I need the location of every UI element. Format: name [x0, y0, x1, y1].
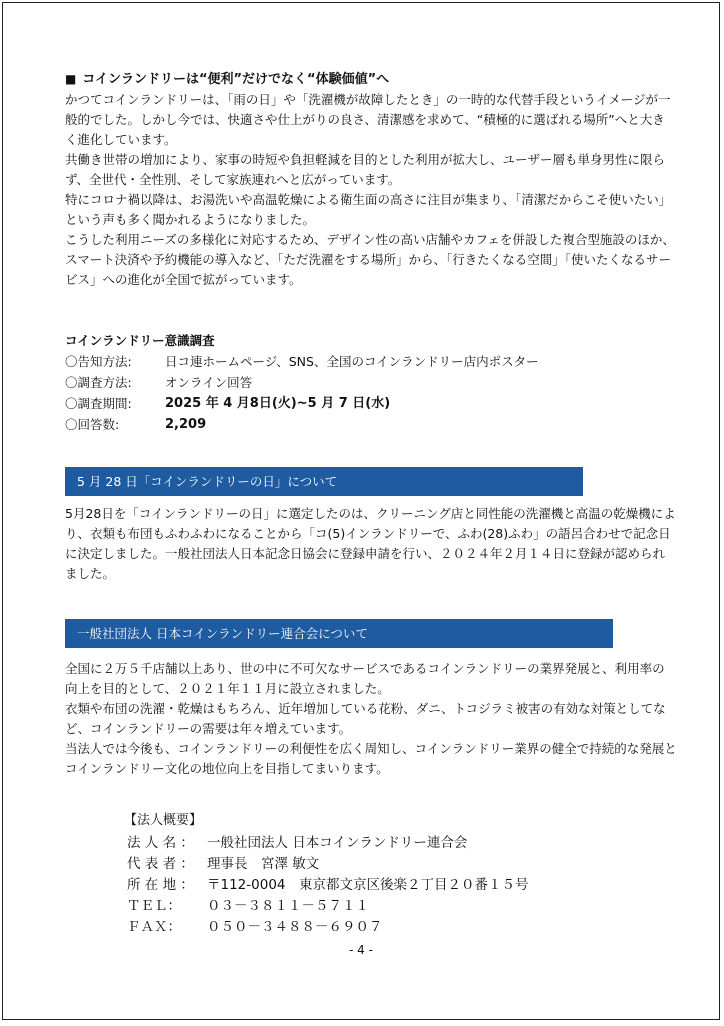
association-paragraph-2: 衣類や布団の洗濯・乾燥はもちろん、近年増加している花粉、ダニ、トコジラミ被害の有効な対策としてなど、コインランドリーの需要は年々増えています。 — [65, 701, 666, 736]
profile-value: 一般社団法人 日本コインランドリー連合会 — [207, 835, 468, 851]
profile-row-representative — [124, 854, 624, 875]
coin-laundry-day-paragraph: 5月28日を「コインランドリーの日」に選定したのは、クリーニング店と同性能の洗濯機と高温の乾燥機により、衣類も布団もふわふわになることから「コ(5)インランドリーで、ふわ(28)ふわ」の語呂合わせで記念日に決定しました。一般社団法人日本記念日協会に登録申請を行い、２０２４年２月１４日に登録が認められました。 — [65, 506, 676, 581]
survey-label: 〇告知方法: — [65, 354, 132, 369]
survey-row-method — [65, 372, 625, 393]
profile-value: 〒112-0004 東京都文京区後楽２丁目２０番１５号 — [207, 877, 529, 893]
survey-label: 〇調査方法: — [65, 375, 132, 390]
profile-label: 法 人 名 ： — [127, 835, 194, 851]
survey-title: コインランドリー意識調査 — [65, 333, 215, 348]
survey-label: 〇調査期間: — [65, 396, 132, 411]
intro-section — [65, 69, 675, 290]
survey-row-notice — [65, 351, 625, 372]
association-paragraph-3: 当法人では今後も、コインランドリーの利便性を広く周知し、コインランドリー業界の健全で持続的な発展とコインランドリー文化の地位向上を目指してまいります。 — [65, 741, 677, 776]
profile-value: 理事長 宮澤 敏文 — [207, 856, 320, 872]
intro-paragraph-2: 共働き世帯の増加により、家事の時短や負担軽減を目的とした利用が拡大し、ユーザー層も単身男性に限らず、全世代・全性別、そして家族連れへと広がっています。 — [65, 152, 666, 187]
profile-label: 所 在 地 ： — [127, 877, 194, 893]
survey-section — [65, 331, 625, 435]
intro-paragraph-1: かつてコインランドリーは、「雨の日」や「洗濯機が故障したとき」の一時的な代替手段というイメージが一般的でした。しかし今では、快適さや仕上がりの良さ、清潔感を求めて、“積極的に選ばれる場所”へと大きく進化しています。 — [65, 92, 671, 147]
document-page — [2, 2, 720, 1020]
intro-heading — [65, 69, 675, 90]
survey-value: 2,209 — [165, 417, 207, 432]
square-bullet-icon: ■ — [65, 72, 77, 86]
survey-row-period — [65, 393, 625, 414]
survey-value: 日コ連ホームページ、SNS、全国のコインランドリー店内ポスター — [165, 354, 539, 369]
profile-label: 代 表 者 ： — [127, 856, 194, 872]
survey-label: 〇回答数: — [65, 417, 120, 432]
association-section — [65, 659, 677, 779]
survey-value: オンライン回答 — [165, 375, 253, 390]
profile-row-fax — [124, 917, 624, 938]
profile-title: 【法人概要】 — [124, 813, 203, 828]
coin-laundry-day-banner: 5 月 28 日「コインランドリーの日」について — [65, 467, 583, 496]
association-banner: 一般社団法人 日本コインランドリー連合会について — [65, 619, 613, 648]
profile-row-address — [124, 875, 624, 896]
intro-heading-text: コインランドリーは“便利”だけでなく“体験価値”へ — [82, 72, 390, 87]
coin-laundry-day-section — [65, 504, 677, 584]
intro-paragraph-3: 特にコロナ禍以降は、お湯洗いや高温乾燥による衛生面の高さに注目が集まり、「清潔だからこそ使いたい」という声も多く聞かれるようになりました。 — [65, 192, 672, 227]
profile-row-tel — [124, 896, 624, 917]
profile-value: ０３－３８１１－５７１１ — [207, 898, 369, 914]
profile-label: ＦＡＸ： — [127, 919, 181, 935]
profile-row-name — [124, 833, 624, 854]
intro-paragraph-4: こうした利用ニーズの多様化に対応するため、デザイン性の高い店舗やカフェを併設した複合型施設のほか、スマート決済や予約機能の導入など、「ただ洗濯をする場所」から、「行きたくなる空間」「使いたくなるサービス」への進化が全国で拡がっています。 — [65, 232, 675, 287]
survey-value: 2025 年 4 月8日(火)~5 月 7 日(水) — [165, 396, 391, 411]
profile-value: ０５０－３４８８－６９０７ — [207, 919, 383, 935]
profile-label: ＴＥＬ： — [127, 898, 181, 914]
association-paragraph-1: 全国に２万５千店舗以上あり、世の中に不可欠なサービスであるコインランドリーの業界発展と、利用率の向上を目的として、２０２１年１１月に設立されました。 — [65, 661, 665, 696]
survey-row-responses — [65, 414, 625, 435]
corporate-profile — [124, 810, 624, 938]
page-number: - 4 - — [349, 943, 373, 957]
